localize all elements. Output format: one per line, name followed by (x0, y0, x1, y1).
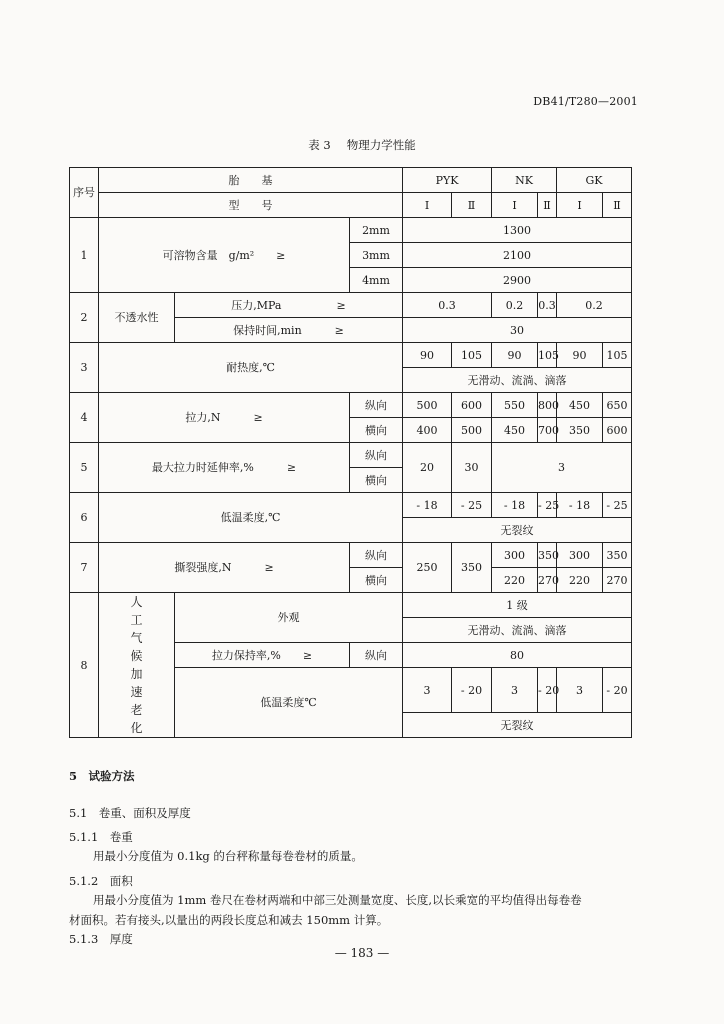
value-cell: - 25 (538, 493, 557, 518)
section-heading: 5 试验方法 (69, 769, 135, 783)
value-cell: 0.3 (403, 293, 492, 318)
header-type: 型 号 (99, 193, 403, 218)
value-cell: - 18 (492, 493, 538, 518)
standard-code: DB41/T280—2001 (533, 95, 638, 108)
value-cell: 1 级 (403, 593, 632, 618)
value-cell: 105 (603, 343, 632, 368)
header-type-cell: Ⅰ (492, 193, 538, 218)
table-row (70, 343, 632, 368)
row-number: 3 (70, 343, 99, 393)
header-base: 胎 基 (99, 168, 403, 193)
header-type-cell: Ⅱ (452, 193, 492, 218)
paragraph: 用最小分度值为 1mm 卷尺在卷材两端和中部三处测量宽度、长度,以长乘宽的平均值得出每卷卷 (93, 893, 582, 907)
value-cell: 450 (557, 393, 603, 418)
value-cell: 105 (452, 343, 492, 368)
value-cell: 30 (452, 443, 492, 493)
value-cell: - 25 (603, 493, 632, 518)
value-cell: 90 (403, 343, 452, 368)
physical-mechanical-properties-table (69, 167, 632, 738)
value-cell: - 25 (452, 493, 492, 518)
header-type-cell: Ⅱ (538, 193, 557, 218)
table-row (70, 593, 632, 618)
note-cell: 无滑动、流淌、滴落 (403, 618, 632, 643)
value-cell: 800 (538, 393, 557, 418)
row-item: 耐热度,℃ (99, 343, 403, 393)
header-pyk: PYK (403, 168, 492, 193)
section-heading: 5.1 卷重、面积及厚度 (69, 806, 191, 820)
value-cell: 1300 (403, 218, 632, 243)
table-row (70, 443, 632, 468)
value-cell: 2100 (403, 243, 632, 268)
value-cell: 20 (403, 443, 452, 493)
value-cell: 350 (538, 543, 557, 568)
sub-item: 外观 (175, 593, 403, 643)
value-cell: 30 (403, 318, 632, 343)
row-item: 低温柔度,℃ (99, 493, 403, 543)
value-cell: 350 (557, 418, 603, 443)
value-cell: 650 (603, 393, 632, 418)
row-item: 撕裂强度,N ≥ (99, 543, 350, 593)
row-number: 7 (70, 543, 99, 593)
sub-item: 压力,MPa ≥ (175, 293, 403, 318)
value-cell: 450 (492, 418, 538, 443)
table-row (70, 293, 632, 318)
value-cell: 350 (452, 543, 492, 593)
header-type-cell: Ⅰ (403, 193, 452, 218)
direction-cell: 纵向 (350, 543, 403, 568)
header-type-cell: Ⅱ (603, 193, 632, 218)
row-number: 8 (70, 593, 99, 738)
value-cell: 250 (403, 543, 452, 593)
row-number: 2 (70, 293, 99, 343)
thickness-cell: 2mm (350, 218, 403, 243)
table-caption-number: 表 3 (308, 138, 331, 152)
row-item: 人工气候加速老化 (99, 593, 175, 738)
value-cell: 400 (403, 418, 452, 443)
table-row (70, 393, 632, 418)
thickness-cell: 3mm (350, 243, 403, 268)
page-number: — 183 — (334, 946, 390, 960)
value-cell: 220 (492, 568, 538, 593)
section-heading: 5.1.3 厚度 (69, 932, 133, 946)
value-cell: 350 (603, 543, 632, 568)
direction-cell: 纵向 (350, 643, 403, 668)
direction-cell: 横向 (350, 468, 403, 493)
value-cell: - 20 (538, 668, 557, 713)
value-cell: 2900 (403, 268, 632, 293)
table-header-row (70, 168, 632, 193)
value-cell: 220 (557, 568, 603, 593)
value-cell: 270 (538, 568, 557, 593)
value-cell: 700 (538, 418, 557, 443)
value-cell: 3 (403, 668, 452, 713)
table-caption-title: 物理力学性能 (346, 138, 416, 152)
paragraph: 用最小分度值为 0.1kg 的台秤称量每卷卷材的质量。 (93, 849, 363, 863)
table-header-row (70, 193, 632, 218)
table-row (70, 543, 632, 568)
row-number: 6 (70, 493, 99, 543)
direction-cell: 横向 (350, 568, 403, 593)
value-cell: - 20 (603, 668, 632, 713)
note-cell: 无裂纹 (403, 713, 632, 738)
value-cell: 0.3 (538, 293, 557, 318)
thickness-cell: 4mm (350, 268, 403, 293)
value-cell: 550 (492, 393, 538, 418)
row-number: 5 (70, 443, 99, 493)
paragraph: 材面积。若有接头,以量出的两段长度总和减去 150mm 计算。 (69, 913, 389, 927)
row-item: 不透水性 (99, 293, 175, 343)
header-seq: 序号 (70, 168, 99, 218)
direction-cell: 横向 (350, 418, 403, 443)
sub-item: 低温柔度℃ (175, 668, 403, 738)
value-cell: - 20 (452, 668, 492, 713)
value-cell: 500 (403, 393, 452, 418)
table-row (70, 218, 632, 243)
row-item: 拉力,N ≥ (99, 393, 350, 443)
sub-item: 保持时间,min ≥ (175, 318, 403, 343)
row-number: 4 (70, 393, 99, 443)
row-item: 可溶物含量 g/m² ≥ (99, 218, 350, 293)
header-type-cell: Ⅰ (557, 193, 603, 218)
value-cell: 300 (492, 543, 538, 568)
value-cell: 300 (557, 543, 603, 568)
value-cell: 90 (492, 343, 538, 368)
table-row (70, 493, 632, 518)
value-cell: 270 (603, 568, 632, 593)
row-item: 最大拉力时延伸率,% ≥ (99, 443, 350, 493)
value-cell: 500 (452, 418, 492, 443)
value-cell: 3 (492, 668, 538, 713)
section-heading: 5.1.1 卷重 (69, 830, 133, 844)
direction-cell: 纵向 (350, 393, 403, 418)
note-cell: 无裂纹 (403, 518, 632, 543)
sub-item: 拉力保持率,% ≥ (175, 643, 350, 668)
value-cell: - 18 (557, 493, 603, 518)
header-nk: NK (492, 168, 557, 193)
value-cell: 3 (492, 443, 632, 493)
note-cell: 无滑动、流淌、滴落 (403, 368, 632, 393)
value-cell: 600 (603, 418, 632, 443)
section-heading: 5.1.2 面积 (69, 874, 133, 888)
value-cell: 0.2 (492, 293, 538, 318)
value-cell: 600 (452, 393, 492, 418)
direction-cell: 纵向 (350, 443, 403, 468)
row-number: 1 (70, 218, 99, 293)
value-cell: 3 (557, 668, 603, 713)
value-cell: 105 (538, 343, 557, 368)
value-cell: - 18 (403, 493, 452, 518)
value-cell: 90 (557, 343, 603, 368)
value-cell: 0.2 (557, 293, 632, 318)
value-cell: 80 (403, 643, 632, 668)
header-gk: GK (557, 168, 632, 193)
table-caption (0, 137, 724, 153)
